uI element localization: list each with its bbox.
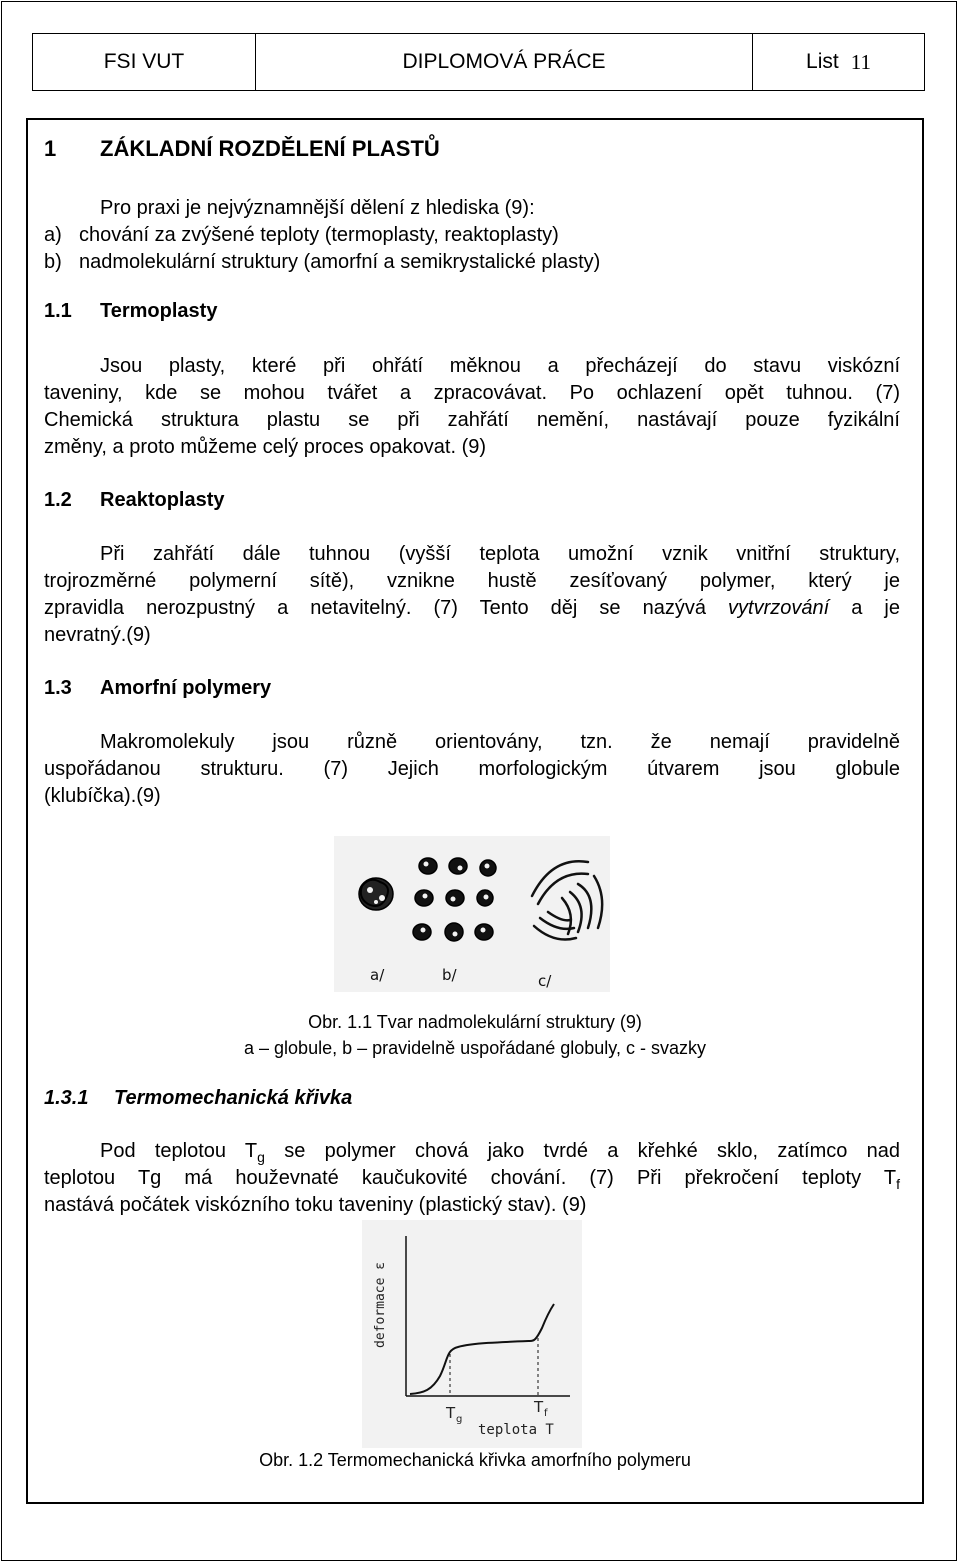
paragraph-line: nastává počátek viskózního toku taveniny (plastický stav). (9) — [44, 1194, 587, 1216]
figure-label-c: c/ — [538, 972, 552, 990]
section-1-2-number: 1.2 — [44, 489, 72, 511]
italic-term: vytvrzování — [728, 597, 830, 619]
list-marker-b: b) — [44, 251, 62, 273]
paragraph-line: Při zahřátí dále tuhnou (vyšší teplota umožní vznik vnitřní struktury, — [100, 543, 900, 565]
curve-drawing — [362, 1220, 582, 1448]
bundles-c — [532, 861, 602, 939]
section-1-title: ZÁKLADNÍ ROZDĚLENÍ PLASTŮ — [100, 136, 440, 161]
paragraph-line: (klubíčka).(9) — [44, 785, 161, 807]
x-axis-label: teplota T — [478, 1422, 554, 1438]
text-run: a je — [829, 597, 900, 619]
paragraph-line: trojrozměrné polymerní sítě), vznikne hustě zesíťovaný polymer, který je — [44, 570, 900, 592]
header-institution: FSI VUT — [33, 34, 256, 90]
section-1-number: 1 — [44, 136, 57, 161]
section-1-3-number: 1.3 — [44, 677, 72, 699]
tf-label: T — [534, 1398, 544, 1416]
text-run: Pod teplotou T — [100, 1140, 258, 1162]
figure-label-a: a/ — [370, 966, 385, 984]
paragraph-line: změny, a proto můžeme celý proces opakovat. (9) — [44, 436, 487, 458]
section-1-1-title: Termoplasty — [100, 300, 218, 322]
subscript: g — [257, 1149, 265, 1165]
header-page-number: 11 — [850, 49, 871, 74]
figure-label-b: b/ — [442, 966, 457, 984]
paragraph-line — [44, 595, 900, 623]
figure-1-1-legend: a – globule, b – pravidelně uspořádané globuly, c - svazky — [244, 1038, 706, 1058]
paragraph-line: taveniny, kde se mohou tvářet a zpracovávat. Po ochlazení opět tuhnou. (7) — [44, 382, 900, 404]
figure-globules — [334, 836, 610, 992]
globule-a — [359, 878, 393, 910]
deformation-curve — [410, 1304, 554, 1394]
paragraph-line: nevratný.(9) — [44, 624, 151, 646]
y-axis-label: deformace ε — [373, 1261, 388, 1348]
page-header — [32, 33, 925, 91]
subscript: f — [896, 1176, 900, 1192]
paragraph-line: Chemická struktura plastu se při zahřátí nemění, nastávají pouze fyzikální — [44, 409, 900, 431]
figure-thermomechanical-curve — [362, 1220, 582, 1448]
header-page — [753, 34, 924, 90]
paragraph-line: Makromolekuly jsou různě orientovány, tzn. že nemají pravidelně — [100, 731, 900, 753]
text-run: se polymer chová jako tvrdé a křehké sklo, zatímco nad — [264, 1140, 900, 1162]
globules-b — [413, 858, 496, 941]
list-item-a: chování za zvýšené teploty (termoplasty, reaktoplasty) — [79, 224, 559, 246]
tf-subscript: f — [544, 1408, 548, 1419]
section-1-3-1-title: Termomechanická křivka — [114, 1087, 353, 1109]
tg-subscript: g — [456, 1414, 463, 1425]
list-item-b: nadmolekulární struktury (amorfní a semikrystalické plasty) — [79, 251, 601, 273]
figure-1-2-caption: Obr. 1.2 Termomechanická křivka amorfního polymeru — [259, 1450, 691, 1470]
figure-1-1-caption: Obr. 1.1 Tvar nadmolekulární struktury (9) — [308, 1012, 642, 1032]
tg-label: T — [446, 1404, 456, 1422]
header-list-label: List — [806, 50, 839, 73]
section-1-2-title: Reaktoplasty — [100, 489, 225, 511]
text-run: teplotou Tg má houževnaté kaučukovité chování. (7) Při překročení teploty T — [44, 1167, 897, 1189]
list-marker-a: a) — [44, 224, 62, 246]
intro-line: Pro praxi je nejvýznamnější dělení z hlediska (9): — [100, 197, 535, 219]
header-document-type: DIPLOMOVÁ PRÁCE — [256, 34, 753, 90]
paragraph-line: Jsou plasty, které při ohřátí měknou a přecházejí do stavu viskózní — [100, 355, 900, 377]
section-1-1-number: 1.1 — [44, 300, 72, 322]
section-1-3-1-number: 1.3.1 — [44, 1087, 89, 1109]
globules-drawing — [334, 836, 610, 992]
paragraph-line: uspořádanou strukturu. (7) Jejich morfologickým útvarem jsou globule — [44, 758, 900, 780]
section-1-3-title: Amorfní polymery — [100, 677, 272, 699]
text-run: zpravidla nerozpustný a netavitelný. (7) Tento děj se nazývá — [44, 597, 729, 619]
